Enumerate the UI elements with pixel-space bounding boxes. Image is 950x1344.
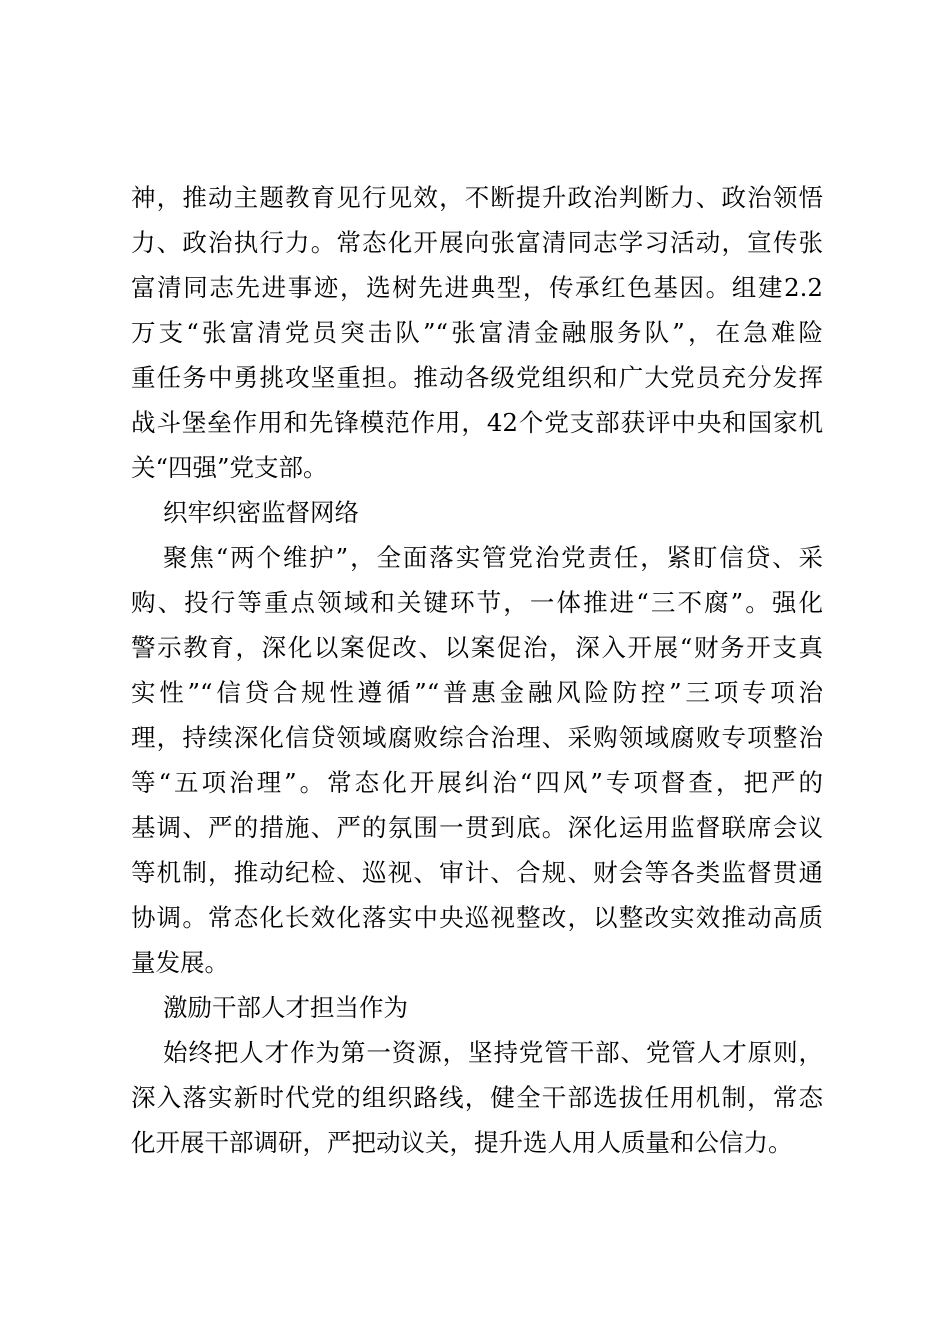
text-line: 警示教育，深化以案促改、以案促治，深入开展“财务开支真: [131, 633, 823, 662]
section-heading: [131, 985, 823, 1030]
text-line: 深入落实新时代党的组织路线，健全干部选拔任用机制，常态: [131, 1083, 823, 1112]
paragraph: [131, 175, 823, 490]
text-line: 协调。常态化长效化落实中央巡视整改，以整改实效推动高质: [131, 903, 823, 932]
text-line: 神，推动主题教育见行见效，不断提升政治判断力、政治领悟: [131, 183, 823, 212]
text-line: 购、投行等重点领域和关键环节，一体推进“三不腐”。强化: [131, 588, 823, 617]
text-line: 等机制，推动纪检、巡视、审计、合规、财会等各类监督贯通: [131, 858, 823, 887]
text-line: 量发展。: [131, 948, 229, 977]
text-line: 织牢织密监督网络: [163, 498, 359, 527]
text-line: 富清同志先进事迹，选树先进典型，传承红色基因。组建2.2: [131, 273, 823, 302]
text-line: 理，持续深化信贷领域腐败综合治理、采购领域腐败专项整治: [131, 723, 823, 752]
text-line: 战斗堡垒作用和先锋模范作用，42个党支部获评中央和国家机: [131, 408, 823, 437]
text-line: 实性”“信贷合规性遵循”“普惠金融风险防控”三项专项治: [131, 678, 823, 707]
text-line: 万支“张富清党员突击队”“张富清金融服务队”，在急难险: [131, 318, 823, 347]
document-page: [131, 175, 823, 1165]
text-line: 力、政治执行力。常态化开展向张富清同志学习活动，宣传张: [131, 228, 823, 257]
text-line: 等“五项治理”。常态化开展纠治“四风”专项督查，把严的: [131, 768, 823, 797]
text-line: 聚焦“两个维护”，全面落实管党治党责任，紧盯信贷、采: [163, 543, 823, 572]
text-line: 化开展干部调研，严把动议关，提升选人用人质量和公信力。: [131, 1128, 793, 1157]
text-line: 关“四强”党支部。: [131, 453, 328, 482]
section-heading: [131, 490, 823, 535]
paragraph: [131, 535, 823, 985]
text-line: 基调、严的措施、严的氛围一贯到底。深化运用监督联席会议: [131, 813, 823, 842]
paragraph: [131, 1030, 823, 1165]
text-line: 激励干部人才担当作为: [163, 993, 408, 1022]
text-line: 始终把人才作为第一资源，坚持党管干部、党管人才原则，: [163, 1038, 823, 1067]
text-line: 重任务中勇挑攻坚重担。推动各级党组织和广大党员充分发挥: [131, 363, 823, 392]
